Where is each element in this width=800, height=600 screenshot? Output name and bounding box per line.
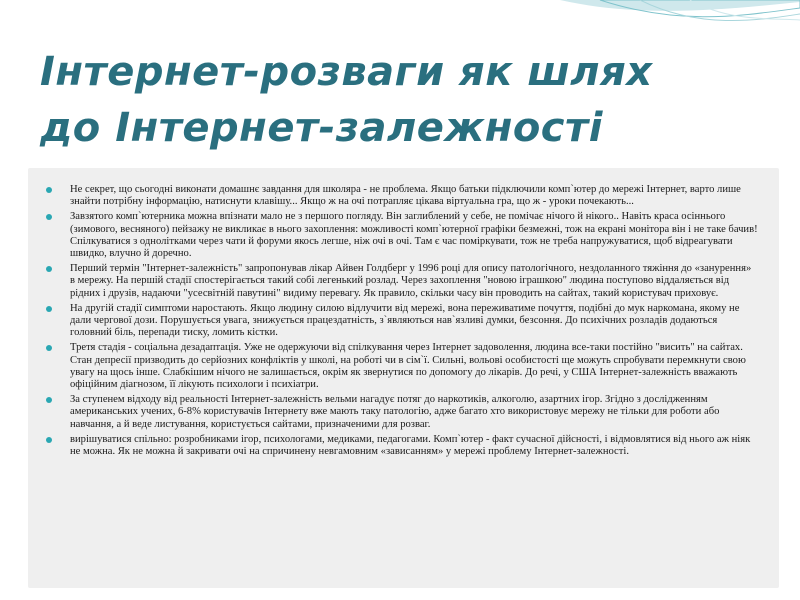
bullet-dot-icon [46,187,52,193]
list-item [46,184,758,208]
list-item [46,342,758,391]
bullet-dot-icon [46,214,52,220]
bullet-dot-icon [46,266,52,272]
list-item-text: За ступенем відходу від реальності Інтернет-залежність вельми нагадує потяг до наркотиків, алкоголю, азартних ігор. Згідно з дослідженням американських учених, 6-8% користувачів Інтернету вже мають таку патологію, адже багато хто використовує мережу не тільки для роботи або навчання, а й веде листування, користується сайтами, призначеними для розваг. [70,394,720,430]
title-line-1: Інтернет-розваги як шлях [40,49,653,95]
corner-wave-decoration [0,0,800,40]
list-item [46,263,758,300]
list-item-text: Завзятого комп`ютерника можна впізнати мало не з першого погляду. Він заглиблений у себе, не помічає нічого й нікого.. Навіть краса осіннього (зимового, весняного) пейзажу не викликає в нього захоплення: можливості комп`ютерної графіки безмежні, тож на екрані монітора він і не таке бачив! Спілкуватися з однолітками через чати й форуми якось легше, ніж очі в очі. Там є час поміркувати, тож не треба напружуватися, щоб відреагувати швидко, влучно й доречно. [70,211,758,260]
list-item-text: На другій стадії симптоми наростають. Якщо людину силою відлучити від мережі, вона переживатиме почуття, подібні до мук наркомана, якому не дали чергової дози. Порушується увага, знижується працездатність, з`являються нав`язливі думки, безсоння. До психічних розладів додаються головний біль, перепади тиску, ломить кістки. [70,302,740,339]
list-item-text: вирішуватися спільно: розробниками ігор, психологами, медиками, педагогами. Комп`ютер - факт сучасної дійсності, і відмовлятися від нього аж ніяк не можна. Як не можна й закривати очі на спричинену невгамовним «зависанням» у мережі проблему Інтернет-залежності. [70,433,751,458]
slide-title [40,44,760,156]
list-item [46,211,758,260]
list-item-text: Перший термін "Інтернет-залежність" запропонував лікар Айвен Голдберг у 1996 році для опису патологічного, нездоланного тяжіння до «занурення» в мережу. На першій стадії спостерігається такий собі легенький розлад. Через захоплення "новою іграшкою" людина поступово віддаляється від рідних і друзів, надаючи "усесвітній павутині" видиму перевагу. Як правило, скільки часу він проводить на сайтах, такий користувач приховує. [70,263,752,299]
bullet-dot-icon [46,397,52,403]
list-item-text: Третя стадія - соціальна дезадаптація. Уже не одержуючи від спілкування через Інтернет задоволення, людина все-таки постійно "висить" на сайтах. Стан депресії призводить до серйозних конфліктів у школі, на роботі чи в сім`ї. Сильні, вольові особистості ще можуть спробувати перемкнути свою увагу на щось інше. Слабкішим нічого не залишається, окрім як звернутися по допомогу до лікарів. До речі, у США Інтернет-залежність вважають офіційним діагнозом, її лікують психологи і психіатри. [70,342,746,391]
title-line-2: до Інтернет-залежності [40,105,603,151]
bullet-dot-icon [46,306,52,312]
bullet-dot-icon [46,437,52,443]
list-item [46,303,758,340]
list-item [46,394,758,431]
list-item-text: Не секрет, що сьогодні виконати домашнє завдання для школяра - не проблема. Якщо батьки підключили комп`ютер до мережі Інтернет, варто лише знайти потрібну інформацію, натиснути клавішу... Якщо ж на очі потрапляє цікава віртуальна гра, що ж - уроки почекають... [70,184,741,208]
bullet-list [46,184,758,461]
list-item [46,434,758,458]
bullet-dot-icon [46,345,52,351]
